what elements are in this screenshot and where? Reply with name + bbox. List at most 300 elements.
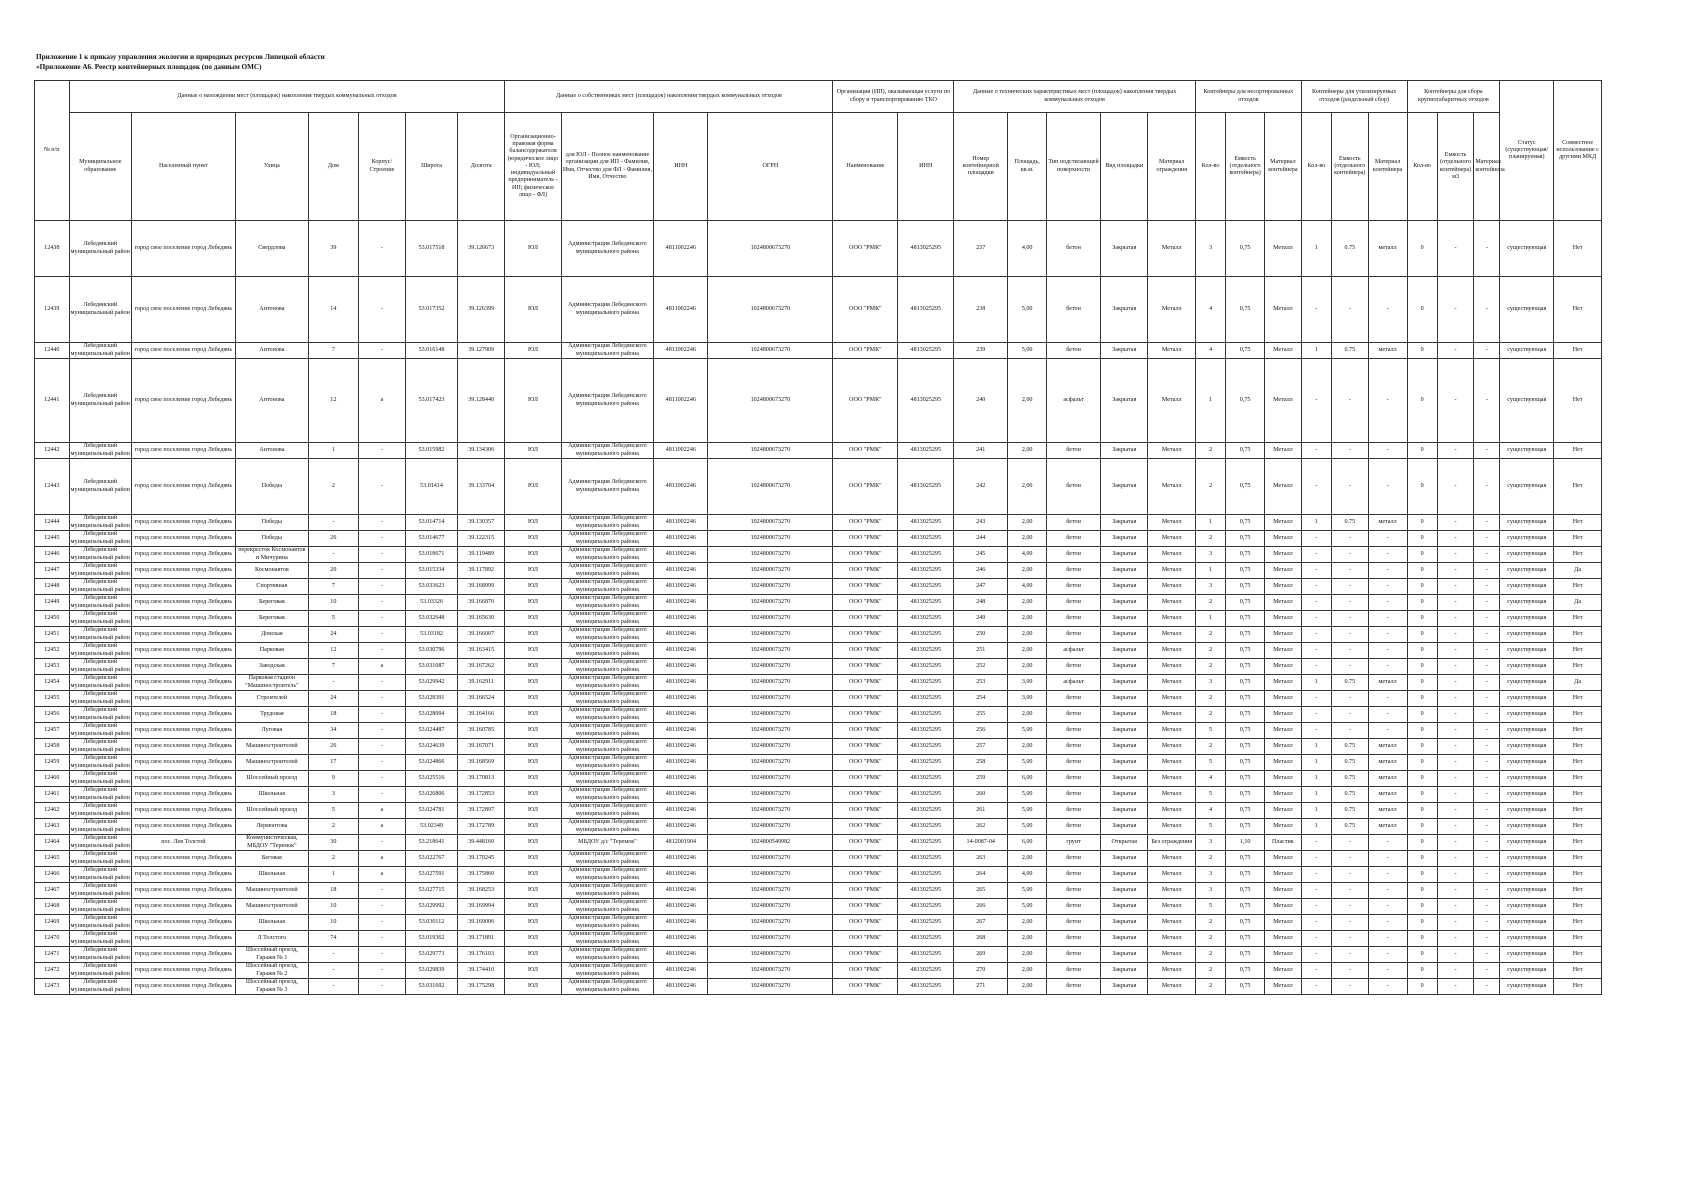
table-cell: существующая bbox=[1500, 277, 1554, 343]
table-cell: 1024800673270 bbox=[708, 563, 833, 579]
table-cell: 39.168999 bbox=[457, 579, 505, 595]
table-cell: 53.015334 bbox=[406, 563, 458, 579]
table-cell: Закрытая bbox=[1101, 739, 1148, 755]
table-cell: Лебедянский муниципальный район bbox=[70, 947, 130, 961]
table-row bbox=[35, 277, 1602, 343]
table-cell: - bbox=[1301, 659, 1331, 675]
table-cell: 12456 bbox=[35, 707, 70, 723]
table-cell: Лебедянский муниципальный район bbox=[69, 359, 132, 443]
table-cell: существующая bbox=[1500, 835, 1554, 851]
table-cell: - bbox=[358, 963, 405, 979]
table-cell: Металл bbox=[1148, 963, 1196, 979]
table-cell: Металл bbox=[1148, 979, 1196, 995]
table-cell: 0 bbox=[1407, 595, 1437, 611]
table-cell: Металл bbox=[1265, 803, 1302, 819]
table-cell: 7 bbox=[309, 343, 359, 359]
table-cell: 53.02349 bbox=[406, 819, 458, 835]
table-cell: 4811002246 bbox=[654, 739, 708, 755]
table-cell: 0,75 bbox=[1226, 443, 1265, 459]
table-row bbox=[35, 579, 1602, 595]
table-cell: Закрытая bbox=[1101, 979, 1148, 995]
table-cell: бетон bbox=[1047, 515, 1101, 531]
table-cell: 3 bbox=[1196, 867, 1226, 883]
table-cell: 1024800673270 bbox=[708, 443, 833, 459]
table-cell: 39.166524 bbox=[457, 691, 505, 707]
table-cell: Закрытая bbox=[1101, 803, 1148, 819]
table-cell: Металл bbox=[1265, 595, 1302, 611]
table-cell: 0.75 bbox=[1331, 819, 1368, 835]
table-cell: 12468 bbox=[35, 899, 70, 915]
table-cell: 2,00 bbox=[1008, 459, 1047, 515]
table-cell: Администрация Лебедянского муниципального района bbox=[561, 659, 654, 675]
table-cell: ООО "РМК" bbox=[833, 787, 898, 803]
table-cell: существующая bbox=[1500, 611, 1554, 627]
table-cell: существующая bbox=[1500, 443, 1554, 459]
col-ogrn: ОГРН bbox=[708, 113, 833, 221]
table-cell: 3 bbox=[309, 787, 359, 803]
table-cell: ООО "РМК" bbox=[833, 675, 898, 691]
col-operator-inn: ИНН bbox=[898, 113, 954, 221]
table-cell: - bbox=[1437, 803, 1474, 819]
table-cell: 0 bbox=[1407, 579, 1437, 595]
table-cell: Закрытая bbox=[1101, 947, 1148, 963]
table-cell: 39.167262 bbox=[457, 659, 505, 675]
table-cell: город свое поселение город Лебедянь bbox=[132, 723, 236, 739]
table-cell: - bbox=[1368, 899, 1407, 915]
table-cell: 5,00 bbox=[1008, 723, 1047, 739]
table-cell: ЮЛ bbox=[505, 947, 561, 963]
table-cell: 0 bbox=[1407, 675, 1437, 691]
table-cell: 3 bbox=[1196, 675, 1226, 691]
table-cell: Администрация Лебедянского муниципального района bbox=[561, 611, 654, 627]
table-cell: 0 bbox=[1407, 867, 1437, 883]
table-cell: 5 bbox=[309, 803, 359, 819]
table-cell: - bbox=[358, 221, 405, 277]
table-cell: 4813025295 bbox=[898, 531, 954, 547]
table-cell: Закрытая bbox=[1101, 443, 1148, 459]
table-cell: - bbox=[358, 547, 405, 563]
table-cell: Лебедянский муниципальный район bbox=[70, 755, 130, 769]
table-cell: город свое поселение город Лебедянь bbox=[132, 899, 236, 915]
col-legal-form: Организационно-правовая форма балансодержателя (юридическое лицо - ЮЛ; индивидуальный предприниматель - ИП; физическое лицо - ФЛ) bbox=[505, 113, 561, 221]
table-cell: Закрытая bbox=[1101, 515, 1148, 531]
table-cell: ЮЛ bbox=[505, 579, 561, 595]
table-cell: 0.75 bbox=[1331, 739, 1368, 755]
table-cell: 39 bbox=[309, 221, 359, 277]
table-cell: 4,00 bbox=[1008, 867, 1047, 883]
col-building: Корпус/Строение bbox=[358, 113, 405, 221]
table-cell: Школьная bbox=[235, 867, 308, 883]
table-cell: 0,75 bbox=[1226, 851, 1265, 867]
table-cell: 4812001904 bbox=[654, 835, 708, 851]
table-cell: - bbox=[1437, 899, 1474, 915]
table-cell: металл bbox=[1368, 803, 1407, 819]
table-cell: 4813025295 bbox=[898, 803, 954, 819]
table-cell: 1024800673270 bbox=[708, 627, 833, 643]
table-cell: Металл bbox=[1148, 771, 1196, 787]
table-cell: Металл bbox=[1148, 459, 1196, 515]
table-cell: металл bbox=[1368, 755, 1407, 771]
table-cell: 4813025295 bbox=[898, 579, 954, 595]
table-cell: 2,00 bbox=[1008, 595, 1047, 611]
table-cell: 12461 bbox=[35, 787, 70, 803]
table-cell: 0 bbox=[1407, 547, 1437, 563]
table-cell: Закрытая bbox=[1101, 563, 1148, 579]
table-cell: 0 bbox=[1407, 343, 1437, 359]
table-cell: 12469 bbox=[35, 915, 70, 931]
table-cell: Открытая bbox=[1101, 835, 1148, 851]
table-cell: 53.029942 bbox=[406, 675, 458, 691]
table-cell: существующая bbox=[1500, 771, 1554, 787]
table-cell: 2 bbox=[1196, 979, 1226, 995]
table-cell: - bbox=[1331, 359, 1368, 443]
table-cell: Металл bbox=[1265, 947, 1302, 963]
table-cell: ЮЛ bbox=[505, 531, 561, 547]
table-cell: - bbox=[1437, 515, 1474, 531]
table-cell: 4,00 bbox=[1008, 221, 1047, 277]
table-cell: 4811002246 bbox=[654, 659, 708, 675]
table-cell: Металл bbox=[1148, 659, 1196, 675]
table-cell: - bbox=[358, 643, 405, 659]
table-cell: - bbox=[1437, 459, 1474, 515]
table-row bbox=[35, 691, 1602, 707]
table-cell: 0,75 bbox=[1226, 459, 1265, 515]
table-cell: 53.01414 bbox=[406, 459, 458, 515]
table-cell: 2,00 bbox=[1008, 443, 1047, 459]
table-cell: 14 bbox=[309, 277, 359, 343]
table-cell: Нет bbox=[1554, 803, 1602, 819]
table-row bbox=[35, 787, 1602, 803]
table-cell: 2 bbox=[1196, 915, 1226, 931]
table-cell: 39.166870 bbox=[457, 595, 505, 611]
table-cell: 53.031087 bbox=[406, 659, 458, 675]
table-cell: - bbox=[358, 899, 405, 915]
table-cell: - bbox=[1437, 343, 1474, 359]
table-cell: Антонова bbox=[235, 343, 308, 359]
document-heading bbox=[36, 52, 325, 72]
table-cell: 0,75 bbox=[1226, 867, 1265, 883]
table-cell: 3 bbox=[1196, 883, 1226, 899]
table-cell: Нет bbox=[1554, 515, 1602, 531]
col-mixed-qty: Кол-во bbox=[1196, 113, 1226, 221]
table-cell: - bbox=[1331, 579, 1368, 595]
table-cell: Луговая bbox=[235, 723, 308, 739]
table-cell: - bbox=[309, 979, 359, 995]
table-cell: Закрытая bbox=[1101, 547, 1148, 563]
table-cell: 2 bbox=[1196, 531, 1226, 547]
table-cell: 53.030796 bbox=[406, 643, 458, 659]
table-cell: 0.75 bbox=[1331, 515, 1368, 531]
table-cell: 5 bbox=[1196, 723, 1226, 739]
table-cell: Закрытая bbox=[1101, 883, 1148, 899]
table-cell: Металл bbox=[1265, 515, 1302, 531]
table-cell: ЮЛ bbox=[505, 359, 561, 443]
table-cell: 257 bbox=[954, 739, 1008, 755]
table-cell: 4813025295 bbox=[898, 221, 954, 277]
table-cell: 39.175298 bbox=[457, 979, 505, 995]
table-cell: город свое поселение город Лебедянь bbox=[132, 277, 236, 343]
table-cell: существующая bbox=[1500, 915, 1554, 931]
table-cell: Лебедянский муниципальный район bbox=[70, 643, 130, 657]
table-cell: 2 bbox=[309, 459, 359, 515]
table-cell: Металл bbox=[1265, 675, 1302, 691]
table-cell: - bbox=[1474, 899, 1500, 915]
table-cell: металл bbox=[1368, 739, 1407, 755]
table-cell: Свердлова bbox=[235, 221, 308, 277]
table-row bbox=[35, 443, 1602, 459]
table-cell: бетон bbox=[1047, 611, 1101, 627]
table-cell: город свое поселение город Лебедянь bbox=[132, 739, 236, 755]
table-cell: Закрытая bbox=[1101, 931, 1148, 947]
table-cell: 3 bbox=[1196, 835, 1226, 851]
table-cell: 5,00 bbox=[1008, 899, 1047, 915]
table-cell: - bbox=[1331, 707, 1368, 723]
table-cell: 4813025295 bbox=[898, 627, 954, 643]
table-cell: 0,75 bbox=[1226, 515, 1265, 531]
table-cell: Администрация Лебедянского муниципального района bbox=[561, 899, 654, 915]
table-cell: город свое поселение город Лебедянь bbox=[132, 579, 236, 595]
col-separate-capacity: Емкость (отдельного контейнера) bbox=[1331, 113, 1368, 221]
col-site-number: Номер контейнерной площадки bbox=[954, 113, 1008, 221]
table-cell: ЮЛ bbox=[505, 659, 561, 675]
table-cell: - bbox=[358, 675, 405, 691]
table-cell: Шоссейный проезд, Гаражи № 1 bbox=[235, 947, 308, 963]
table-cell: 1 bbox=[1301, 755, 1331, 771]
group-tech: Данные о технических характеристиках мест (площадок) накопления твердых коммунальных отходов bbox=[954, 81, 1196, 113]
table-cell: 4811002246 bbox=[654, 531, 708, 547]
table-cell: - bbox=[1474, 771, 1500, 787]
table-cell: Администрация Лебедянского муниципального района bbox=[561, 787, 654, 803]
table-cell: ЮЛ bbox=[505, 931, 561, 947]
table-row bbox=[35, 675, 1602, 691]
table-row bbox=[35, 963, 1602, 979]
table-cell: 0 bbox=[1407, 979, 1437, 995]
table-cell: - bbox=[358, 515, 405, 531]
table-cell: Металл bbox=[1148, 819, 1196, 835]
table-cell: 4811002246 bbox=[654, 611, 708, 627]
table-row bbox=[35, 707, 1602, 723]
table-cell: 4813025295 bbox=[898, 723, 954, 739]
table-cell: бетон bbox=[1047, 739, 1101, 755]
table-cell: 4813025295 bbox=[898, 659, 954, 675]
table-cell: 4813025295 bbox=[898, 443, 954, 459]
table-cell: 248 bbox=[954, 595, 1008, 611]
table-cell: существующая bbox=[1500, 723, 1554, 739]
table-cell: ЮЛ bbox=[505, 343, 561, 359]
table-cell: Нет bbox=[1554, 723, 1602, 739]
table-cell: Закрытая bbox=[1101, 221, 1148, 277]
table-cell: 4811002246 bbox=[654, 579, 708, 595]
table-cell: 4811002246 bbox=[654, 803, 708, 819]
table-cell: Металл bbox=[1148, 563, 1196, 579]
table-cell: бетон bbox=[1047, 803, 1101, 819]
table-cell: - bbox=[309, 515, 359, 531]
table-cell: Закрытая bbox=[1101, 755, 1148, 771]
table-cell: - bbox=[1474, 883, 1500, 899]
table-cell: Металл bbox=[1265, 643, 1302, 659]
table-cell: - bbox=[1437, 627, 1474, 643]
table-cell: Нет bbox=[1554, 851, 1602, 867]
table-cell: ЮЛ bbox=[505, 723, 561, 739]
table-cell: 12462 bbox=[35, 803, 70, 819]
table-cell: 1024800673270 bbox=[708, 643, 833, 659]
table-cell: 253 bbox=[954, 675, 1008, 691]
table-cell: город свое поселение город Лебедянь bbox=[132, 819, 236, 835]
table-cell: 242 bbox=[954, 459, 1008, 515]
table-cell: 2 bbox=[1196, 947, 1226, 963]
table-cell: бетон bbox=[1047, 547, 1101, 563]
table-cell: ООО "РМК" bbox=[833, 343, 898, 359]
table-cell: Администрация Лебедянского муниципального района bbox=[561, 563, 654, 579]
table-cell: Металл bbox=[1148, 851, 1196, 867]
table-cell: ООО "РМК" bbox=[833, 277, 898, 343]
table-cell: Лебедянский муниципальный район bbox=[70, 883, 130, 897]
table-row bbox=[35, 771, 1602, 787]
table-cell: 3 bbox=[1196, 579, 1226, 595]
table-cell: 2,00 bbox=[1008, 931, 1047, 947]
table-cell: ООО "РМК" bbox=[833, 643, 898, 659]
table-cell: Металл bbox=[1265, 221, 1302, 277]
table-cell: - bbox=[1301, 915, 1331, 931]
table-cell: - bbox=[1368, 851, 1407, 867]
table-cell: 4 bbox=[1196, 343, 1226, 359]
table-cell: 0.75 bbox=[1331, 771, 1368, 787]
table-cell: - bbox=[1437, 915, 1474, 931]
table-cell: 241 bbox=[954, 443, 1008, 459]
table-row bbox=[35, 359, 1602, 443]
table-cell: 0,75 bbox=[1226, 883, 1265, 899]
table-cell: 0,75 bbox=[1226, 277, 1265, 343]
table-cell: 0,75 bbox=[1226, 643, 1265, 659]
table-cell: существующая bbox=[1500, 595, 1554, 611]
table-cell: 12454 bbox=[35, 675, 70, 691]
table-cell: 4811002246 bbox=[654, 915, 708, 931]
table-cell: 0 bbox=[1407, 659, 1437, 675]
table-cell: Нет bbox=[1554, 611, 1602, 627]
table-cell: 4 bbox=[1196, 803, 1226, 819]
table-cell: ООО "РМК" bbox=[833, 659, 898, 675]
table-cell: Металл bbox=[1265, 755, 1302, 771]
table-cell: - bbox=[358, 277, 405, 343]
table-cell: металл bbox=[1368, 771, 1407, 787]
table-row bbox=[35, 819, 1602, 835]
table-cell: существующая bbox=[1500, 643, 1554, 659]
table-cell: 4813025295 bbox=[898, 787, 954, 803]
table-cell: 0,75 bbox=[1226, 595, 1265, 611]
table-cell: 0,75 bbox=[1226, 579, 1265, 595]
table-cell: Закрытая bbox=[1101, 343, 1148, 359]
table-cell: 0 bbox=[1407, 691, 1437, 707]
table-cell: город свое поселение город Лебедянь bbox=[132, 707, 236, 723]
table-cell: - bbox=[1437, 221, 1474, 277]
table-cell: Металл bbox=[1265, 707, 1302, 723]
table-cell: Лебедянский муниципальный район bbox=[70, 611, 130, 625]
table-cell: существующая bbox=[1500, 515, 1554, 531]
table-row bbox=[35, 979, 1602, 995]
table-cell: - bbox=[1368, 627, 1407, 643]
table-cell: 5 bbox=[1196, 755, 1226, 771]
table-cell: 4811002246 bbox=[654, 819, 708, 835]
table-cell: 2,00 bbox=[1008, 851, 1047, 867]
table-cell: существующая bbox=[1500, 563, 1554, 579]
table-cell: 0,75 bbox=[1226, 739, 1265, 755]
table-cell: существующая bbox=[1500, 931, 1554, 947]
table-cell: - bbox=[1368, 579, 1407, 595]
table-row bbox=[35, 659, 1602, 675]
table-cell: 53.026806 bbox=[406, 787, 458, 803]
table-cell: бетон bbox=[1047, 723, 1101, 739]
table-cell: 263 bbox=[954, 851, 1008, 867]
table-cell: ООО "РМК" bbox=[833, 739, 898, 755]
table-cell: 1024800673270 bbox=[708, 707, 833, 723]
table-cell: 3,00 bbox=[1008, 691, 1047, 707]
table-cell: 34 bbox=[309, 723, 359, 739]
table-cell: 0,75 bbox=[1226, 787, 1265, 803]
table-cell: 0.75 bbox=[1331, 221, 1368, 277]
table-cell: 53.014714 bbox=[406, 515, 458, 531]
table-cell: 12466 bbox=[35, 867, 70, 883]
table-cell: 4813025295 bbox=[898, 277, 954, 343]
table-cell: Металл bbox=[1265, 739, 1302, 755]
table-cell: город свое поселение город Лебедянь bbox=[132, 979, 236, 995]
table-cell: 0 bbox=[1407, 611, 1437, 627]
table-cell: 12458 bbox=[35, 739, 70, 755]
table-cell: - bbox=[1474, 459, 1500, 515]
table-cell: 0,75 bbox=[1226, 755, 1265, 771]
table-cell: Беговая bbox=[235, 851, 308, 867]
table-cell: 4813025295 bbox=[898, 835, 954, 851]
table-cell: существующая bbox=[1500, 963, 1554, 979]
table-cell: ЮЛ bbox=[505, 277, 561, 343]
table-cell: город свое поселение город Лебедянь bbox=[132, 359, 236, 443]
table-cell: - bbox=[1437, 979, 1474, 995]
table-row bbox=[35, 947, 1602, 963]
table-cell: 1024800673270 bbox=[708, 531, 833, 547]
table-cell: Металл bbox=[1265, 691, 1302, 707]
table-cell: - bbox=[1331, 531, 1368, 547]
table-cell: 1024800673270 bbox=[708, 755, 833, 771]
table-cell: - bbox=[1474, 915, 1500, 931]
table-cell: - bbox=[1331, 915, 1368, 931]
table-cell: 12460 bbox=[35, 771, 70, 787]
table-cell: Администрация Лебедянского муниципального района bbox=[561, 915, 654, 931]
table-cell: Нет bbox=[1554, 739, 1602, 755]
table-cell: Администрация Лебедянского муниципального района bbox=[561, 515, 654, 531]
table-cell: 4813025295 bbox=[898, 707, 954, 723]
table-cell: 2,00 bbox=[1008, 563, 1047, 579]
table-cell: ЮЛ bbox=[505, 883, 561, 899]
table-cell: металл bbox=[1368, 515, 1407, 531]
table-cell: Металл bbox=[1265, 851, 1302, 867]
table-cell: 1024800673270 bbox=[708, 979, 833, 995]
table-cell: бетон bbox=[1047, 819, 1101, 835]
table-cell: существующая bbox=[1500, 947, 1554, 963]
registry-table bbox=[34, 80, 1602, 995]
table-cell: бетон bbox=[1047, 915, 1101, 931]
table-cell: 4811002246 bbox=[654, 867, 708, 883]
table-cell: город свое поселение город Лебедянь bbox=[132, 659, 236, 675]
table-cell: 12441 bbox=[35, 359, 70, 443]
table-cell: Металл bbox=[1265, 547, 1302, 563]
table-cell: 4811002246 bbox=[654, 883, 708, 899]
table-cell: Металл bbox=[1148, 931, 1196, 947]
table-cell: 6,00 bbox=[1008, 771, 1047, 787]
table-cell: ООО "РМК" bbox=[833, 979, 898, 995]
table-cell: - bbox=[1437, 659, 1474, 675]
table-cell: 1024800673270 bbox=[708, 803, 833, 819]
table-cell: 4813025295 bbox=[898, 771, 954, 787]
table-cell: Нет bbox=[1554, 221, 1602, 277]
